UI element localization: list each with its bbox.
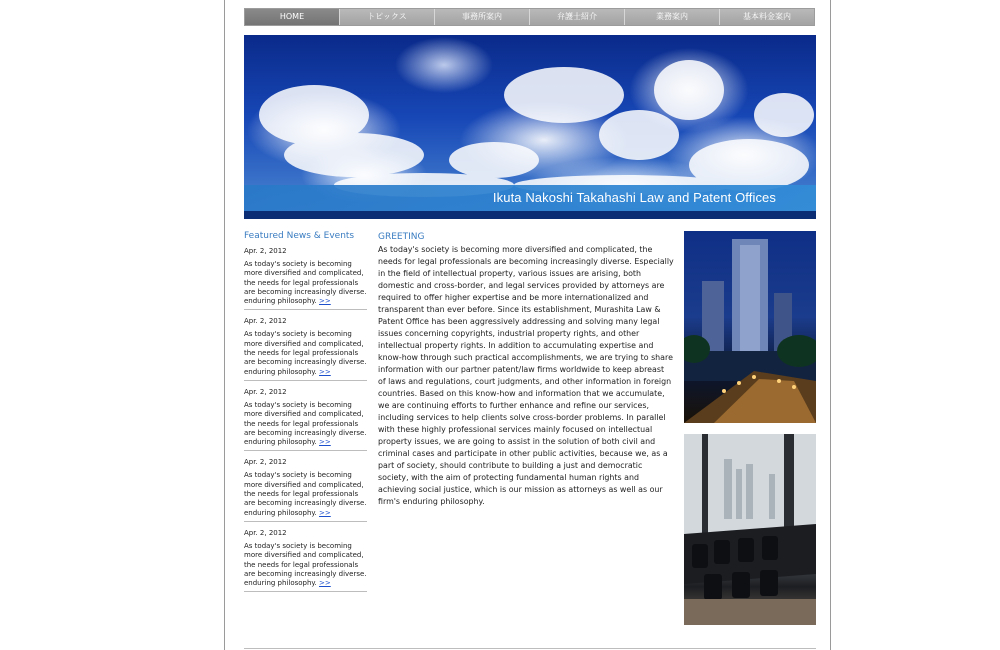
news-text: As today's society is becoming more diversified and complicated, the needs for legal professionals are becoming increasingly diverse. enduring philosophy. >> (244, 471, 367, 517)
news-item (244, 458, 367, 521)
nav-home[interactable]: HOME (245, 9, 340, 25)
nav-office-info[interactable]: 事務所案内 (435, 9, 530, 25)
news-sidebar (244, 231, 367, 599)
news-date: Apr. 2, 2012 (244, 528, 287, 537)
nav-services[interactable]: 業務案内 (625, 9, 720, 25)
nav-lawyers[interactable]: 弁護士紹介 (530, 9, 625, 25)
news-more-link[interactable]: >> (319, 579, 331, 588)
conference-room-photo (684, 434, 816, 625)
firm-name: Ikuta Nakoshi Takahashi Law and Patent Offices (492, 190, 776, 205)
news-more-link[interactable]: >> (319, 508, 331, 517)
news-date: Apr. 2, 2012 (244, 458, 287, 467)
news-item (244, 317, 367, 380)
main-nav (244, 8, 815, 26)
meeting-room-image (684, 434, 816, 625)
news-item (244, 529, 367, 592)
news-text: As today's society is becoming more diversified and complicated, the needs for legal professionals are becoming increasingly diverse. enduring philosophy. >> (244, 400, 367, 447)
greeting-title: GREETING (378, 232, 425, 242)
nav-topics[interactable]: トピックス (340, 9, 435, 25)
news-date: Apr. 2, 2012 (244, 247, 287, 255)
news-date: Apr. 2, 2012 (244, 387, 287, 396)
news-text: As today's society is becoming more diversified and complicated, the needs for legal professionals are becoming increasingly diverse. enduring philosophy. >> (244, 260, 367, 306)
news-more-link[interactable]: >> (319, 297, 331, 306)
news-more-link[interactable]: >> (319, 367, 331, 376)
hero-banner (244, 35, 816, 219)
news-item (244, 247, 367, 310)
skyscraper-image (684, 231, 816, 423)
news-text: As today's society is becoming more diversified and complicated, the needs for legal professionals are becoming increasingly diverse. enduring philosophy. >> (244, 330, 367, 376)
night-buildings-photo (684, 231, 816, 423)
nav-fees[interactable]: 基本料金案内 (743, 12, 791, 21)
footer-divider (244, 648, 816, 649)
news-text: As today's society is becoming more diversified and complicated, the needs for legal professionals are becoming increasingly diverse. enduring philosophy. >> (244, 541, 367, 588)
sidebar-title: Featured News & Events (244, 231, 355, 241)
news-more-link[interactable]: >> (319, 438, 331, 447)
greeting-section (378, 232, 674, 508)
news-item (244, 388, 367, 451)
greeting-body: As today's society is becoming more diversified and complicated, the needs for legal professionals are becoming increasingly diverse. Especially in the field of intellectual property, various issues are arising, both domestic and cross-border, and legal services provided by attorneys are required to offer higher expertise and be more internationalized and transparent than ever before. Since its establishment, Murashita Law & Patent Office has been aggressively addressing and solving many legal issues concerning copyrights, industrial property rights, and other intellectual property rights. In addition to accumulating expertise and know-how through such practical accomplishments, we are trying to share information with our partner patent/law firms worldwide to keep abreast of laws and regulations, court judgments, and other information in foreign countries. Based on this know-how and information that we accumulate, we are continuing efforts to further enhance and refine our services, including services to help clients solve cross-border problems. In parallel with these highly professional services mainly focused on intellectual property issues, we are going to assist in the solution of both civil and criminal cases and participate in other public activities, because we, as a part of society, should contribute to building a just and democratic society, with the aim of protecting fundamental human rights and achieving social justice, which is our mission as attorneys as well as our firm's enduring philosophy. (378, 245, 674, 506)
hero-base-strip (244, 211, 816, 219)
news-date: Apr. 2, 2012 (244, 317, 287, 326)
